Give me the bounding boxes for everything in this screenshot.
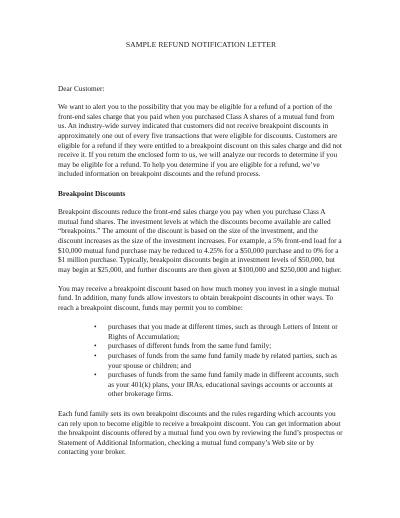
list-item: • purchases of different funds from the same fund family; — [94, 341, 344, 351]
letter-title: SAMPLE REFUND NOTIFICATION LETTER — [125, 40, 277, 49]
section-heading-breakpoint-discounts: Breakpoint Discounts — [58, 188, 126, 198]
combine-purchases-list — [58, 322, 344, 399]
intro-paragraph: We want to alert you to the possibility that you may be eligible for a refund of a portion of the front-end sales charge that you paid when you purchased Class A shares of a mutual fund from us. An industry-wide survey indicated that customers did not receive breakpoint discounts in approximately one out of every five transactions that were eligible for discounts. Customers are eligible for a refund if they were entitled to a breakpoint discount on this sales charge and did not receive it. If you return the enclosed form to us, we will analyze our records to determine if you may be eligible for a refund. To help you determine if you are eligible for a refund, we’ve included information on breakpoint discounts and the refund process. — [58, 102, 342, 179]
list-item: • purchases that you made at different times, such as through Letters of Intent or Rights of Accumulation; — [94, 322, 344, 341]
breakpoint-explanation-paragraph: Breakpoint discounts reduce the front-end sales charge you pay when you purchase Class A mutual fund shares. The investment levels at which the discounts become available are called “breakpoints.” The amount of the discount is based on the size of the investment, and the discount increases as the size of the investment increases. For example, a 5% front-end load for a $10,000 mutual fund purchase may be reduced to 4.25% for a $50,000 purchase and to 0% for a $1 million purchase. Typically, breakpoint discounts begin at investment levels of $50,000, but may begin at $25,000, and further discounts are then given at $100,000 and $250,000 and higher. — [58, 207, 342, 274]
combine-purchases-paragraph: You may receive a breakpoint discount based on how much money you invest in a single mutual fund. In addition, many funds allow investors to obtain breakpoint discounts in other ways. To reach a breakpoint discount, funds may permit you to combine: — [58, 283, 340, 313]
list-item: • purchases of funds from the same fund family made in different accounts, such as your 401(k) plans, your IRAs, educational savings accounts or accounts at other brokerage firms. — [94, 370, 344, 399]
list-item: • purchases of funds from the same fund family made by related parties, such as your spouse or children; and — [94, 351, 344, 370]
salutation: Dear Customer: — [58, 83, 105, 93]
fund-family-paragraph: Each fund family sets its own breakpoint discounts and the rules regarding which accounts you can rely upon to become eligible to receive a breakpoint discount. You can get information about the breakpoint discounts offered by a mutual fund you own by reviewing the fund’s prospectus or Statement of Additional Information, checking a mutual fund company’s Web site or by contacting your broker. — [58, 409, 343, 457]
